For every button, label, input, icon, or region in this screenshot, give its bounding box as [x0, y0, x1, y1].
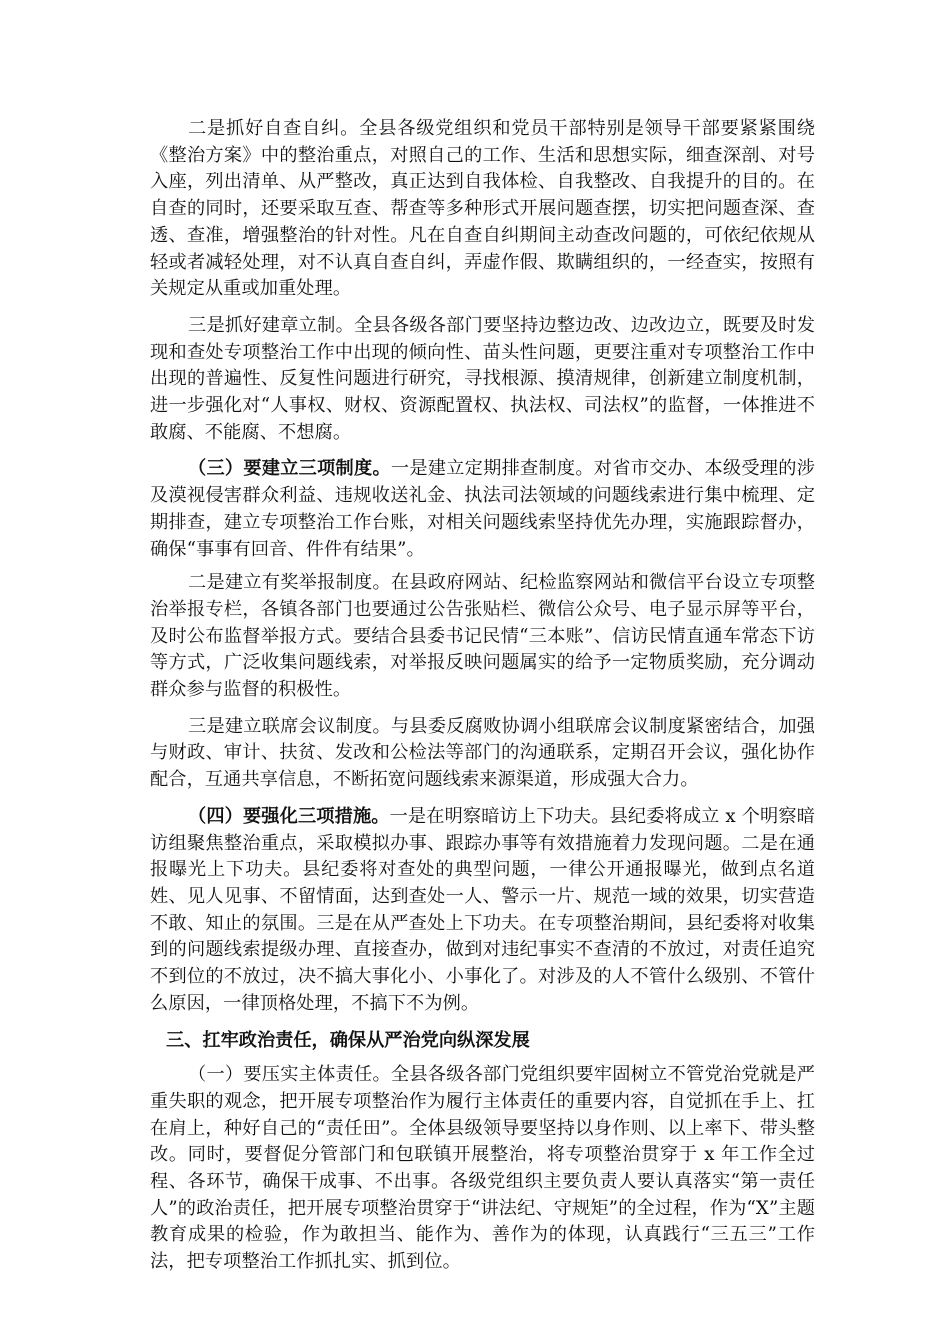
paragraph-main-responsibility: （一）要压实主体责任。全县各级各部门党组织要牢固树立不管党治党就是严重失职的观念，把开展专项整治作为履行主体责任的重要内容，自觉抓在手上、扛在肩上，种好自己的“责任田”。全体县级领导要坚持以身作则、以上率下、带头整改。同时，要督促分管部门和包联镇开展整治，将专项整治贯穿于 x 年工作全过程、各环节，确保干成事、不出事。各级党组织主要负责人要认真落实“第一责任人”的政治责任，把开展专项整治贯穿于“讲法纪、守规矩”的全过程，作为“X”主题教育成果的检验，作为敢担当、能作为、善作为的体现，认真践行“三五三”工作法，把专项整治工作抓扎实、抓到位。	[150, 1064, 815, 1273]
document-body	[150, 116, 815, 1286]
paragraph-three-measures-text: 一是在明察暗访上下功夫。县纪委将成立 x 个明察暗访组聚焦整治重点，采取模拟办事、跟踪办事等有效措施着力发现问题。二是在通报曝光上下功夫。县纪委将对查处的典型问题，一律公开通报曝光，做到点名道姓、见人见事、不留情面，达到查处一人、警示一片、规范一域的效果，切实营造不敢、知止的氛围。三是在从严查处上下功夫。在专项整治期间，县纪委将对收集到的问题线索提级办理、直接查办，做到对违纪事实不查清的不放过，对责任追究不到位的不放过，决不搞大事化小、小事化了。对涉及的人不管什么级别、不管什么原因，一律顶格处理，不搞下不为例。	[150, 805, 815, 1014]
paragraph-reward-reporting: 二是建立有奖举报制度。在县政府网站、纪检监察网站和微信平台设立专项整治举报专栏，各镇各部门也要通过公告张贴栏、微信公众号、电子显示屏等平台，及时公布监督举报方式。要结合县委书记民情“三本账”、信访民情直通车常态下访等方式，广泛收集问题线索，对举报反映问题属实的给予一定物质奖励，充分调动群众参与监督的积极性。	[150, 572, 815, 701]
paragraph-three-systems	[150, 456, 815, 563]
section-heading-political-responsibility: 三、扛牢政治责任，确保从严治党向纵深发展	[166, 1029, 530, 1051]
subheading-three-systems: （三）要建立三项制度。	[188, 458, 391, 480]
paragraph-three-measures	[150, 804, 815, 1018]
paragraph-joint-meeting: 三是建立联席会议制度。与县委反腐败协调小组联席会议制度紧密结合，加强与财政、审计、扶贫、发改和公检法等部门的沟通联系，定期召开会议，强化协作配合，互通共享信息，不断拓宽问题线索来源渠道，形成强大合力。	[150, 715, 815, 791]
subheading-three-measures: （四）要强化三项措施。	[188, 805, 390, 827]
paragraph-three-systems-text: 一是建立定期排查制度。对省市交办、本级受理的涉及漠视侵害群众利益、违规收送礼金、执法司法领域的问题线索进行集中梳理、定期排查，建立专项整治工作台账，对相关问题线索坚持优先办理，实施跟踪督办，确保“事事有回音、件件有结果”。	[150, 458, 815, 560]
paragraph-self-inspection: 二是抓好自查自纠。全县各级党组织和党员干部特别是领导干部要紧紧围绕《整治方案》中的整治重点，对照自己的工作、生活和思想实际，细查深剖、对号入座，列出清单、从严整改，真正达到自我体检、自我整改、自我提升的目的。在自查的同时，还要采取互查、帮查等多种形式开展问题查摆，切实把问题查深、查透、查准，增强整治的针对性。凡在自查自纠期间主动查改问题的，可依纪依规从轻或者减轻处理，对不认真自查自纠，弄虚作假、欺瞒组织的，一经查实，按照有关规定从重或加重处理。	[150, 118, 815, 300]
paragraph-rules-building: 三是抓好建章立制。全县各级各部门要坚持边整边改、边改边立，既要及时发现和查处专项整治工作中出现的倾向性、苗头性问题，更要注重对专项整治工作中出现的普遍性、反复性问题进行研究，寻找根源、摸清规律，创新建立制度机制，进一步强化对“人事权、财权、资源配置权、执法权、司法权”的监督，一体推进不敢腐、不能腐、不想腐。	[150, 314, 815, 443]
